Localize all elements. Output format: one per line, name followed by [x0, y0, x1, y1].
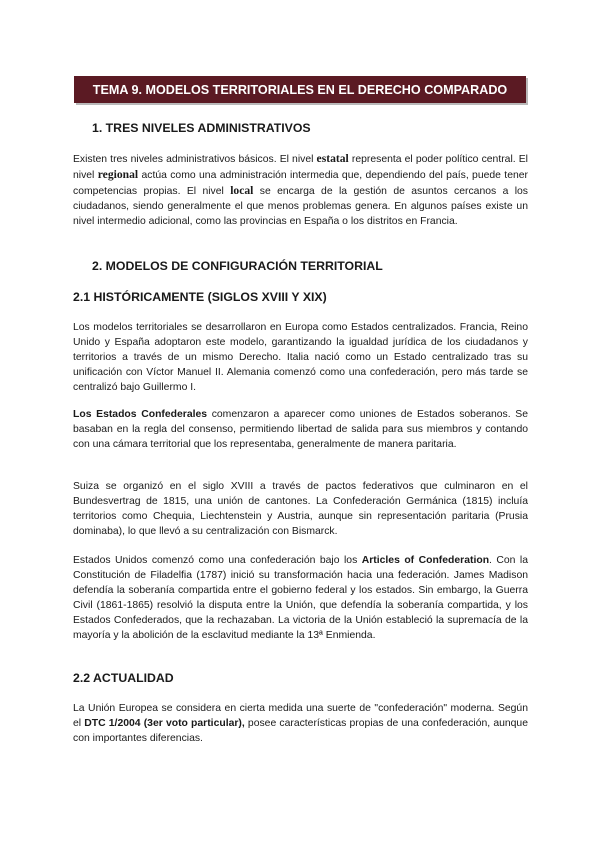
text-run: Existen tres niveles administrativos básicos. El nivel	[73, 154, 317, 165]
text-run: actúa como una administración intermedia que, dependiendo del país, puede tener competencias propias. El nivel	[73, 170, 528, 197]
subsection-2-2-heading: 2.2 ACTUALIDAD	[73, 671, 174, 685]
text-run: Estados Unidos comenzó como una confederación bajo los	[73, 555, 362, 566]
paragraph-union-europea	[73, 701, 528, 746]
term-estados-confederales: Los Estados Confederales	[73, 409, 208, 420]
term-dtc-2004: DTC 1/2004 (3er voto particular),	[84, 718, 245, 729]
paragraph-centralized-states: Los modelos territoriales se desarrollaron en Europa como Estados centralizados. Francia, Reino Unido y España adoptaron este modelo, garantizando la igualdad jurídica de los ciudadanos y territorios a través de un mismo Derecho. Italia nació como un Estado centralizado tras su unificación con Víctor Manuel II. Alemania comenzó como una confederación, pero más tarde se centralizó bajo Guillermo I.	[73, 322, 528, 393]
text-run: La Unión Europea se considera en cierta medida una suerte de "confederación" moderna. Según el	[73, 703, 528, 729]
term-estatal: estatal	[316, 152, 349, 165]
section-1-paragraph	[73, 151, 528, 229]
text-run: . Con la Constitución de Filadelfia (1787) inició su transformación hacia una federación. James Madison defendía la soberanía compartida entre el gobierno federal y los estados. Sin embargo, la Guerra Civil (1861-1865) resolvió la disputa entre la Unión, que defendía la soberanía compartida, y los Estados Confederados, que la rechazaban. La victoria de la Unión estableció la supremacía de la mayoría y la abolición de la esclavitud mediante la 13ª Enmienda.	[73, 555, 529, 641]
paragraph-confederal-states	[73, 407, 528, 452]
text-run: posee características propias de una confederación, aunque con importantes diferencias.	[73, 718, 528, 744]
section-2-heading: 2. MODELOS DE CONFIGURACIÓN TERRITORIAL	[92, 259, 383, 273]
subsection-2-1-heading: 2.1 HISTÓRICAMENTE (SIGLOS XVIII Y XIX)	[73, 290, 327, 304]
section-1-heading: 1. TRES NIVELES ADMINISTRATIVOS	[92, 121, 311, 135]
text-run: comenzaron a aparecer como uniones de Estados soberanos. Se basaban en la regla del consenso, permitiendo libertad de salida para sus miembros y contando con una cámara territorial que los representaba, generalmente de manera paritaria.	[73, 409, 528, 450]
text-run: representa el poder político central. El nivel	[73, 154, 528, 181]
term-articles-of-confederation: Articles of Confederation	[361, 555, 490, 566]
paragraph-suiza-germania: Suiza se organizó en el siglo XVIII a través de pactos federativos que culminaron en el Bundesvertrag de 1815, una unión de cantones. La Confederación Germánica (1815) incluía territorios como Chequia, Liechtenstein y Austria, aunque sin representación paritaria (Prusia dominaba), lo que llevó a su centralización con Bismarck.	[73, 481, 528, 537]
term-regional: regional	[97, 168, 139, 181]
document-title	[74, 76, 526, 103]
paragraph-estados-unidos	[73, 553, 528, 643]
text-run: se encarga de la gestión de asuntos cercanos a los ciudadanos, siendo generalmente el que menos problemas genera. En algunos países existe un nivel intermedio adicional, como las provincias en España o los distritos en Francia.	[73, 186, 529, 227]
document-title-text: TEMA 9. MODELOS TERRITORIALES EN EL DERECHO COMPARADO	[92, 82, 508, 97]
term-local: local	[230, 184, 254, 197]
